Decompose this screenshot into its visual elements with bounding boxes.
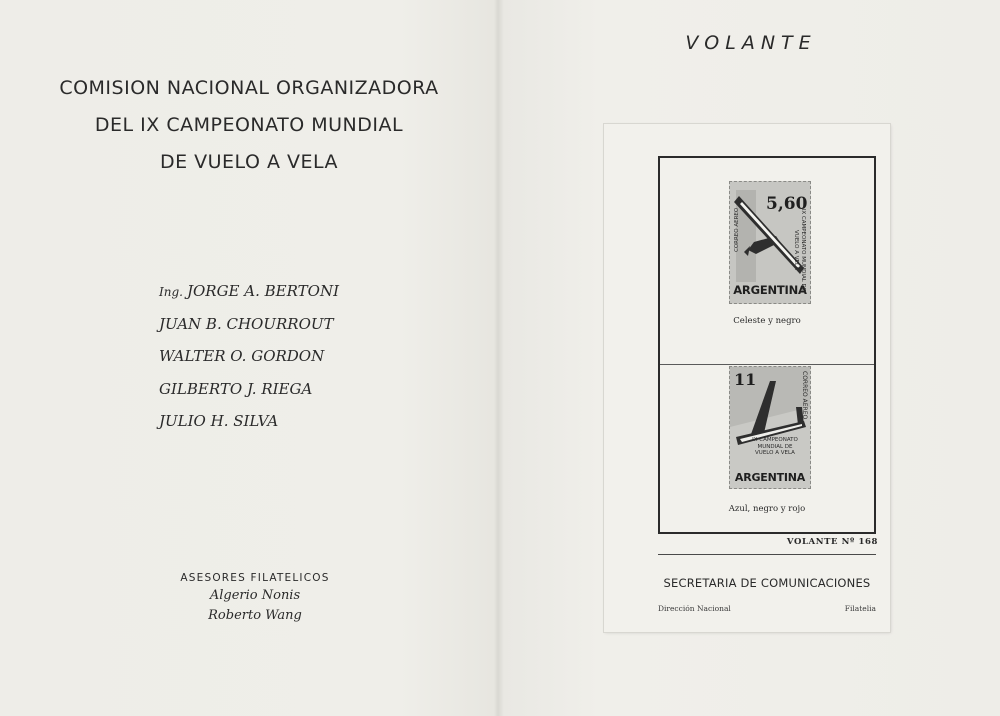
member-entry xyxy=(159,411,339,444)
member-entry xyxy=(159,281,339,314)
stamp-event-text: IX CAMPEONATO MUNDIAL DE VUELO A VELA xyxy=(752,437,798,456)
member-name: JULIO H. SILVA xyxy=(159,412,279,430)
stamp-caption: Azul, negro y rojo xyxy=(728,504,806,514)
left-page xyxy=(0,0,498,716)
divider-line xyxy=(658,554,876,555)
member-entry xyxy=(159,314,339,347)
volante-sheet xyxy=(604,124,890,632)
philatelic-advisors xyxy=(140,570,370,626)
footer-left: Dirección Nacional xyxy=(658,604,731,613)
glider-stamp-1 xyxy=(729,181,811,304)
stamp-caption: Celeste y negro xyxy=(733,316,801,326)
advisor-name: Roberto Wang xyxy=(208,608,302,623)
stamp-value: 11 xyxy=(734,370,757,389)
stamp-event-text: IX CAMPEONATO MUNDIAL DE VUELO A VELA xyxy=(793,208,806,292)
stamp-country: ARGENTINA xyxy=(734,471,806,484)
footer-right: Filatelia xyxy=(844,604,876,613)
glider-stamp-2 xyxy=(729,366,811,489)
stamp-country: ARGENTINA xyxy=(733,283,807,297)
member-name: JORGE A. BERTONI xyxy=(186,282,339,300)
member-entry xyxy=(159,346,339,379)
advisors-heading: ASESORES FILATELICOS xyxy=(180,572,330,584)
volante-heading: VOLANTE xyxy=(685,32,817,54)
advisor-name: Algerio Nonis xyxy=(209,588,301,603)
right-page xyxy=(502,0,1000,716)
stamp-frame xyxy=(658,156,876,534)
member-list xyxy=(159,281,339,444)
volante-number: VOLANTE Nº 168 xyxy=(786,537,878,547)
stamp-side-text: CORREO AEREO xyxy=(801,371,808,420)
member-name: WALTER O. GORDON xyxy=(159,347,325,365)
member-entry xyxy=(159,379,339,412)
stamp-side-text: CORREO AEREO xyxy=(734,207,740,252)
commission-title-line-1: COMISION NACIONAL ORGANIZADORA xyxy=(59,77,439,99)
member-name: JUAN B. CHOURROUT xyxy=(159,314,334,333)
stamp-value: 5,60 xyxy=(766,194,808,214)
frame-divider xyxy=(660,364,874,365)
issuer-name: SECRETARIA DE COMUNICACIONES xyxy=(663,576,871,590)
commission-title xyxy=(0,70,498,181)
commission-title-line-3: DE VUELO A VELA xyxy=(159,151,339,173)
member-name: GILBERTO J. RIEGA xyxy=(159,379,313,398)
commission-title-line-2: DEL IX CAMPEONATO MUNDIAL xyxy=(94,114,404,136)
member-prefix: Ing. xyxy=(159,285,183,299)
